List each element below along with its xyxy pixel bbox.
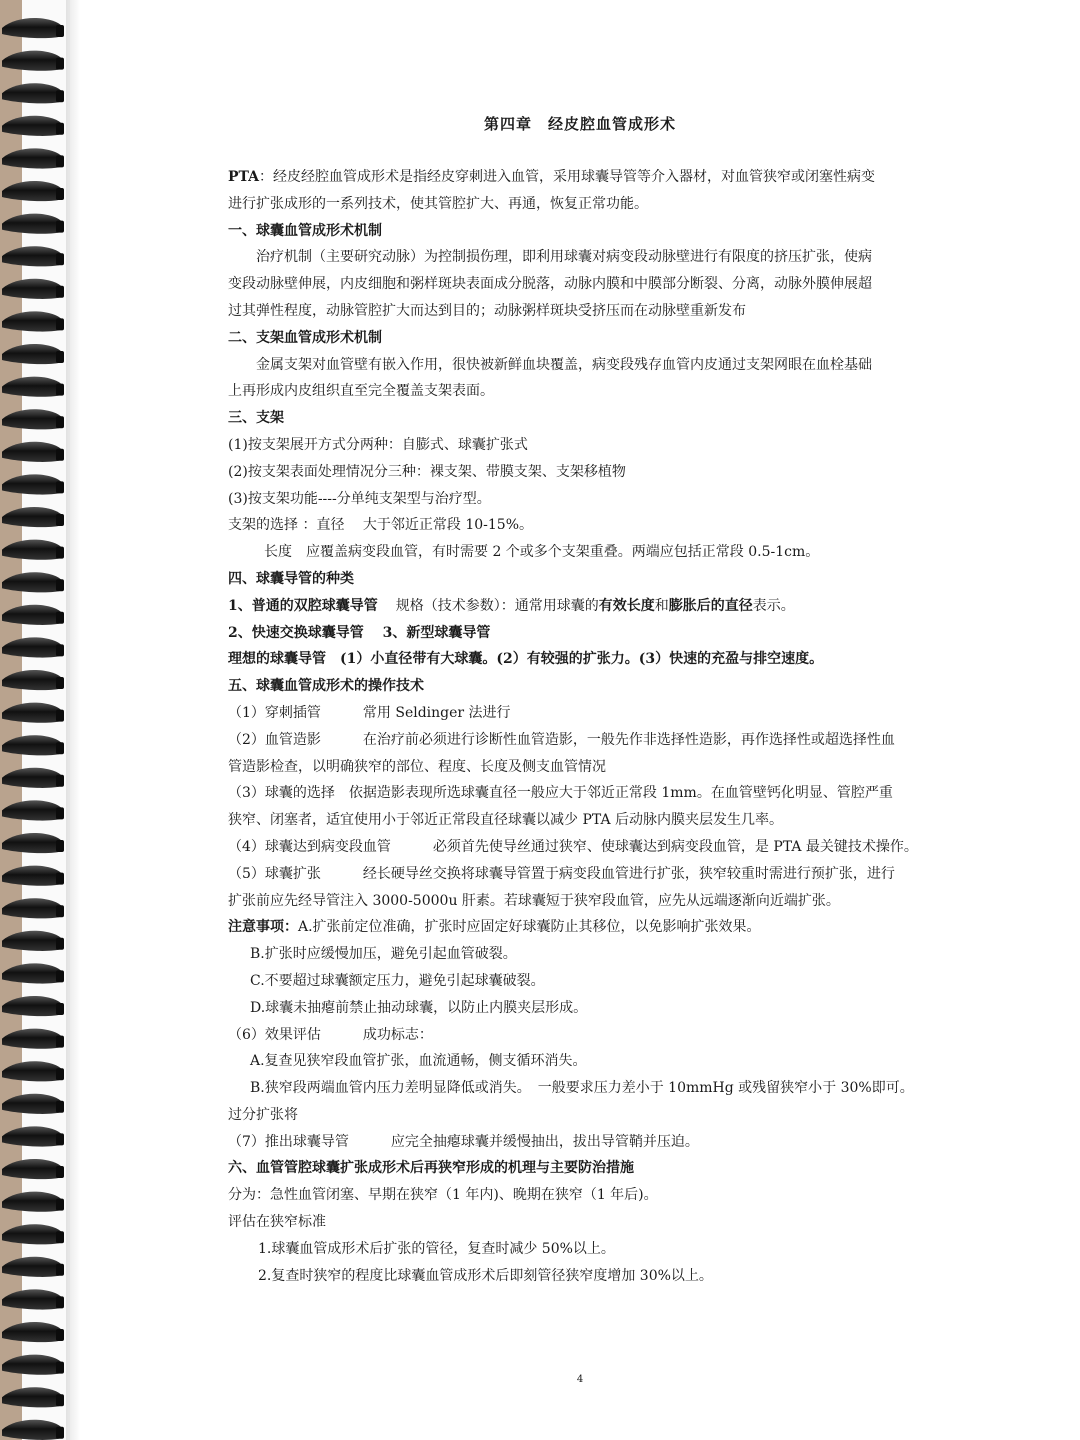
list-item: 1.球囊血管成形术后扩张的管径，复查时减少 50%以上。: [258, 1240, 615, 1257]
section-heading: 五、球囊血管成形术的操作技术: [228, 678, 424, 695]
binding-hole: [56, 416, 64, 428]
page-number: 4: [576, 1374, 584, 1385]
binding-hole: [56, 742, 64, 754]
list-item: 扩张前应先经导管注入 3000-5000u 肝素。若球囊短于狭窄段血管，应先从远端逐渐向近端扩张。: [228, 892, 840, 909]
binding-hole: [56, 1264, 64, 1276]
binding-hole: [56, 481, 64, 493]
binding-hole: [56, 253, 64, 265]
binding-hole: [56, 384, 64, 396]
binding-hole: [56, 318, 64, 330]
list-item: 理想的球囊导管 (1）小直径带有大球囊。(2）有较强的扩张力。(3）快速的充盈与排空速度。: [228, 651, 824, 668]
list-item: 过分扩张将: [228, 1106, 298, 1123]
list-item: B.狭窄段两端血管内压力差明显降低或消失。 一般要求压力差小于 10mmHg 或残留狭窄小于 30%即可。: [250, 1080, 914, 1097]
list-item: （1）穿刺插管 常用 Seldinger 法进行: [228, 704, 511, 721]
binding-hole: [56, 710, 64, 722]
list-item: （3）球囊的选择 依据造影表现所选球囊直径一般应大于邻近正常段 1mm。在血管壁钙化明显、管腔严重: [228, 785, 893, 802]
document-body: [228, 164, 940, 1289]
binding-hole: [56, 1068, 64, 1080]
binding-hole: [56, 514, 64, 526]
paragraph-line: 治疗机制（主要研究动脉）为控制损伤理，即利用球囊对病变段动脉壁进行有限度的挤压扩张，使病: [256, 249, 872, 266]
section-heading: 六、血管管腔球囊扩张成形术后再狭窄形成的机理与主要防治措施: [228, 1160, 634, 1177]
list-item: (3)按支架功能----分单纯支架型与治疗型。: [228, 490, 491, 507]
binding-hole: [56, 1166, 64, 1178]
paragraph-line: 金属支架对血管壁有嵌入作用，很快被新鲜血块覆盖，病变段残存血管内皮通过支架网眼在血栓基础: [256, 356, 872, 373]
list-item: 1、普通的双腔球囊导管 规格（技术参数）：通常用球囊的有效长度和膨胀后的直径表示。: [228, 597, 795, 614]
binding-hole: [56, 677, 64, 689]
paragraph-line: 过其弹性程度，动脉管腔扩大而达到目的；动脉粥样斑块受挤压而在动脉壁重新发布: [228, 302, 746, 319]
paragraph-line: 上再形成内皮组织直至完全覆盖支架表面。: [228, 383, 494, 400]
binding-hole: [56, 123, 64, 135]
list-item: 支架的选择 ：直径 大于邻近正常段 10-15%。: [228, 517, 534, 534]
binding-hole: [56, 1394, 64, 1406]
list-item: 2.复查时狭窄的程度比球囊血管成形术后即刻管径狭窄度增加 30%以上。: [258, 1267, 713, 1284]
section-heading: 三、支架: [228, 410, 284, 427]
paragraph-line: 变段动脉壁伸展，内皮细胞和粥样斑块表面成分脱落，动脉内膜和中膜部分断裂、分离，动脉外膜伸展超: [228, 276, 872, 293]
binding-hole: [56, 644, 64, 656]
spiral-binding: [0, 0, 70, 1440]
binding-hole: [56, 775, 64, 787]
list-item: 分为：急性血管闭塞、早期在狭窄（1 年内)、晚期在狭窄（1 年后)。: [228, 1187, 658, 1204]
binding-hole: [56, 90, 64, 102]
binding-hole: [56, 1036, 64, 1048]
binding-hole: [56, 25, 64, 37]
list-item: （2）血管造影 在治疗前必须进行诊断性血管造影，一般先作非选择性造影，再作选择性或超选择性血: [228, 731, 895, 748]
binding-hole: [56, 1362, 64, 1374]
binding-hole: [56, 1101, 64, 1113]
list-item: 管造影检查，以明确狭窄的部位、程度、长度及侧支血管情况: [228, 758, 606, 775]
list-item: A.复查见狭窄段血管扩张，血流通畅，侧支循环消失。: [250, 1053, 587, 1070]
list-item: （5）球囊扩张 经长硬导丝交换将球囊导管置于病变段血管进行扩张，狭窄较重时需进行预扩张，进行: [228, 865, 895, 882]
list-item: （6）效果评估 成功标志：: [228, 1026, 433, 1043]
note-line: C.不要超过球囊额定压力，避免引起球囊破裂。: [250, 972, 545, 989]
list-item: （4）球囊达到病变段血管 必须首先使导丝通过狭窄、使球囊达到病变段血管，是 PTA 最关键技术操作。: [228, 838, 918, 855]
list-item: 评估在狭窄标准: [228, 1214, 326, 1231]
document-page: [80, 0, 1080, 1440]
binding-hole: [56, 938, 64, 950]
section-heading: 四、球囊导管的种类: [228, 570, 354, 587]
binding-hole: [56, 1199, 64, 1211]
page-edge-shadow: [66, 0, 80, 1440]
binding-hole: [56, 1003, 64, 1015]
note-line: 注意事项：A.扩张前定位准确，扩张时应固定好球囊防止其移位，以免影响扩张效果。: [228, 919, 761, 936]
binding-hole: [56, 905, 64, 917]
binding-hole: [56, 1329, 64, 1341]
binding-hole: [56, 1296, 64, 1308]
binding-hole: [56, 970, 64, 982]
binding-hole: [56, 547, 64, 559]
binding-hole: [56, 612, 64, 624]
binding-hole: [56, 579, 64, 591]
binding-hole: [56, 286, 64, 298]
intro-line: 进行扩张成形的一系列技术，使其管腔扩大、再通，恢复正常功能。: [228, 195, 648, 212]
binding-hole: [56, 873, 64, 885]
section-heading: 一、球囊血管成形术机制: [228, 222, 382, 239]
list-item: 2、快速交换球囊导管 3、新型球囊导管: [228, 624, 491, 641]
binding-hole: [56, 221, 64, 233]
binding-hole: [56, 807, 64, 819]
binding-hole: [56, 188, 64, 200]
chapter-title: 第四章 经皮腔血管成形术: [483, 115, 676, 133]
list-item: （7）推出球囊导管 应完全抽瘪球囊并缓慢抽出，拔出导管鞘并压迫。: [228, 1133, 699, 1150]
binding-hole: [56, 1133, 64, 1145]
intro-line: PTA：经皮经腔血管成形术是指经皮穿刺进入血管，采用球囊导管等介入器材，对血管狭窄或闭塞性病变: [228, 169, 876, 185]
note-label: 注意事项：: [228, 919, 298, 936]
section-heading: 二、支架血管成形术机制: [228, 329, 382, 346]
list-item: 狭窄、闭塞者，适宜使用小于邻近正常段直径球囊以减少 PTA 后动脉内膜夹层发生几率。: [228, 812, 784, 829]
pta-label: PTA: [228, 169, 260, 185]
binding-hole: [56, 840, 64, 852]
binding-hole: [56, 1427, 64, 1439]
binding-hole: [56, 155, 64, 167]
list-item: (1)按支架展开方式分两种：自膨式、球囊扩张式: [228, 436, 528, 453]
binding-hole: [56, 58, 64, 70]
note-line: D.球囊未抽瘪前禁止抽动球囊，以防止内膜夹层形成。: [250, 999, 588, 1016]
binding-hole: [56, 1231, 64, 1243]
binding-hole: [56, 449, 64, 461]
list-item: 长度 应覆盖病变段血管，有时需要 2 个或多个支架重叠。两端应包括正常段 0.5-1cm。: [264, 544, 820, 561]
note-line: B.扩张时应缓慢加压，避免引起血管破裂。: [250, 946, 517, 963]
binding-hole: [56, 351, 64, 363]
list-item: (2)按支架表面处理情况分三种：裸支架、带膜支架、支架移植物: [228, 463, 626, 480]
